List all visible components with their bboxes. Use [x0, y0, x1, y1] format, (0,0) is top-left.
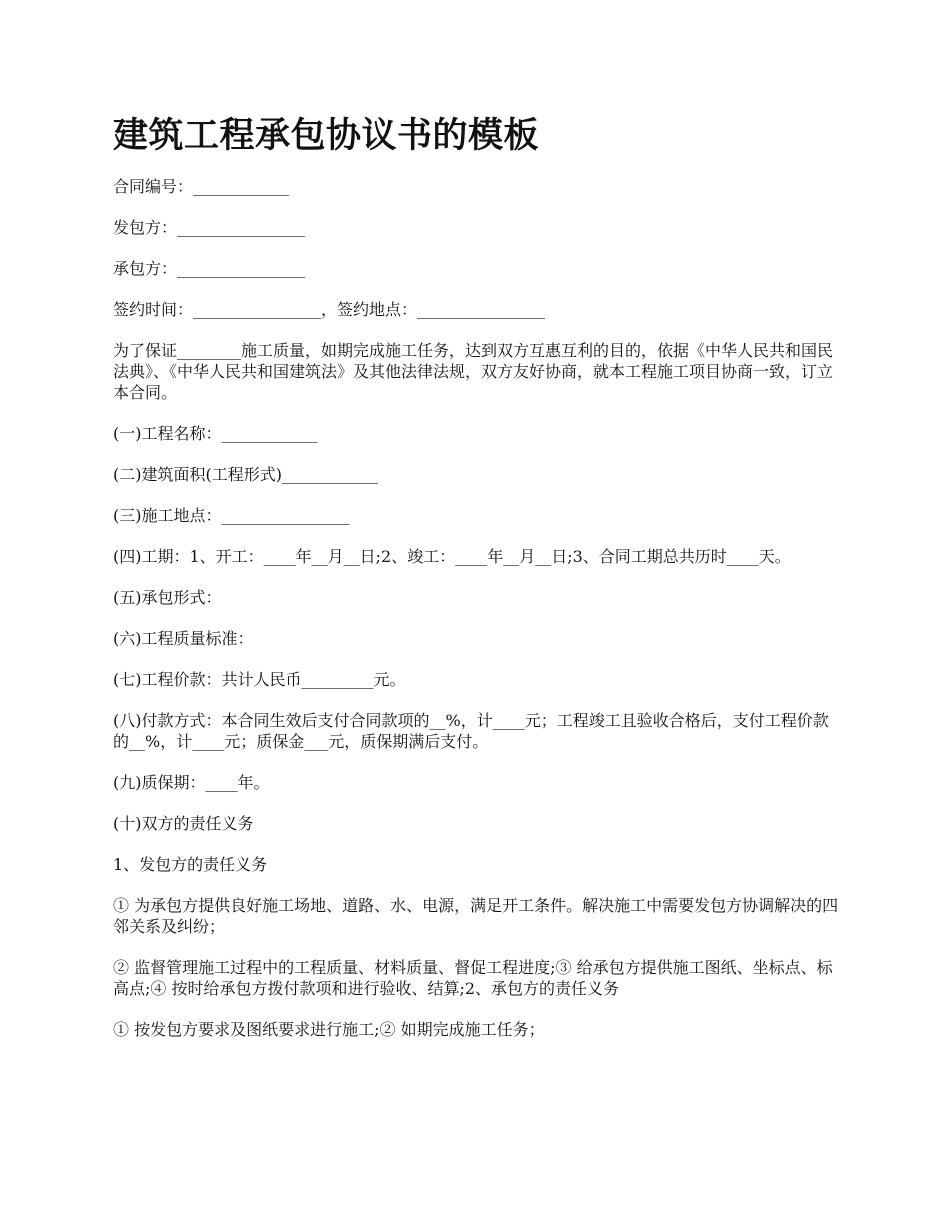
- clause-quality-standard: (六)工程质量标准：: [113, 629, 254, 648]
- employer-line: 发包方：________________: [113, 218, 306, 237]
- contractor-line: 承包方：________________: [113, 259, 306, 278]
- clause-building-area: (二)建筑面积(工程形式)____________: [113, 465, 378, 484]
- employer-duty-item-1: ① 为承包方提供良好施工场地、道路、水、电源，满足开工条件。解决施工中需要发包方协调解决的四邻关系及纠纷；: [113, 896, 839, 936]
- clause-construction-period: (四)工期：1、开工：____年__月__日;2、竣工：____年__月__日;3、合同工期总共历时____天。: [113, 547, 791, 566]
- document-title: 建筑工程承包协议书的模板: [113, 115, 540, 156]
- employer-duties-heading: 1、发包方的责任义务: [113, 855, 268, 874]
- preamble-paragraph: 为了保证________施工质量，如期完成施工任务，达到双方互惠互利的目的，依据《中华人民共和国民法典》、《中华人民共和国建筑法》及其他法律法规，双方友好协商，就本工程施工项目协商一致，订立本合同。: [113, 341, 834, 402]
- clause-contract-price: (七)工程价款：共计人民币_________元。: [113, 670, 406, 689]
- clause-warranty-period: (九)质保期：____年。: [113, 773, 270, 792]
- clause-contract-form: (五)承包形式：: [113, 588, 222, 607]
- clause-construction-site: (三)施工地点：________________: [113, 506, 350, 525]
- contractor-duty-items: ① 按发包方要求及图纸要求进行施工;② 如期完成施工任务；: [113, 1020, 545, 1039]
- clause-project-name: (一)工程名称：____________: [113, 424, 318, 443]
- document-page: [113, 112, 843, 1060]
- employer-duty-items-2-4: ② 监督管理施工过程中的工程质量、材料质量、督促工程进度;③ 给承包方提供施工图纸、坐标点、标高点;④ 按时给承包方拨付款项和进行验收、结算;2、承包方的责任义务: [113, 958, 833, 998]
- clause-payment-method: (八)付款方式：本合同生效后支付合同款项的__%，计____元；工程竣工且验收合格后，支付工程价款的__%，计____元；质保金___元，质保期满后支付。: [113, 711, 829, 751]
- clause-responsibilities-heading: (十)双方的责任义务: [113, 814, 254, 833]
- signing-time-place-line: 签约时间：________________，签约地点：________________: [113, 300, 546, 319]
- contract-number-line: 合同编号：____________: [113, 177, 290, 196]
